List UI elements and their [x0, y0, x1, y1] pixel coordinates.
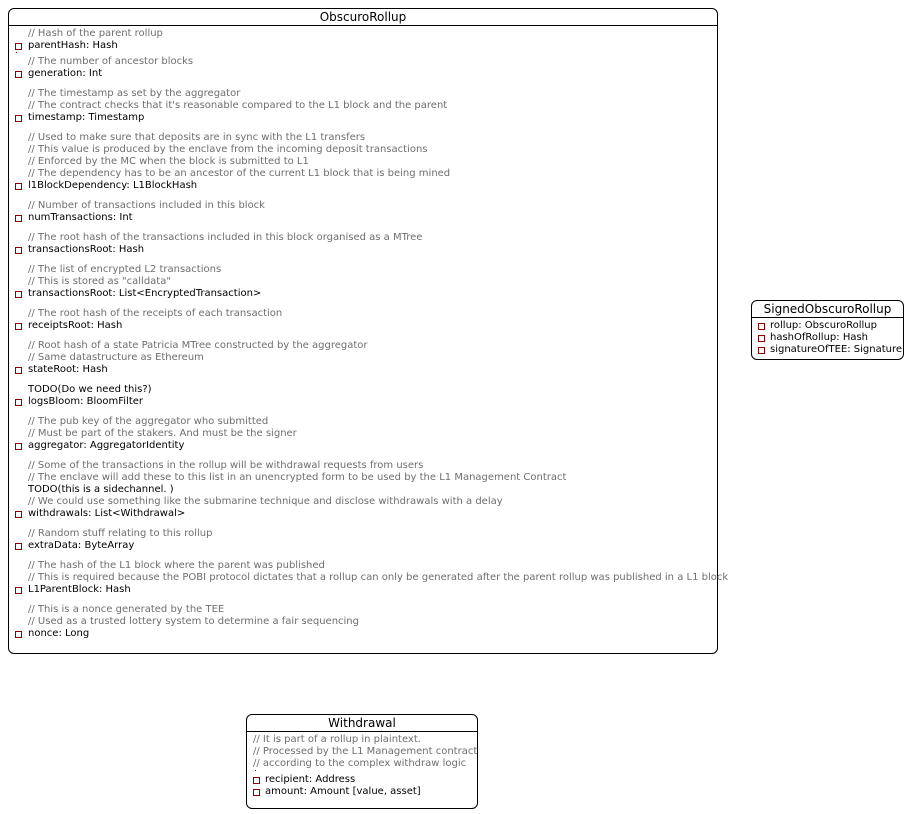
attribute-text: parentHash: Hash [28, 40, 118, 51]
comment-text: // We could use something like the submarine technique and disclose withdrawals with a delay [28, 496, 503, 507]
comment-text: // Root hash of a state Patricia MTree constructed by the aggregator [28, 340, 368, 351]
private-visibility-icon [15, 511, 22, 518]
row-spacer [9, 376, 717, 384]
comment-text: // This value is produced by the enclave from the incoming deposit transactions [28, 144, 428, 155]
comment-row [9, 472, 717, 484]
attribute-row [9, 508, 717, 520]
attribute-row [752, 320, 903, 332]
obscuro-rollup-class[interactable] [8, 8, 729, 654]
comment-text: // Same datastructure as Ethereum [28, 352, 204, 363]
attribute-text: stateRoot: Hash [28, 364, 108, 375]
row-spacer [9, 192, 717, 200]
row-spacer [9, 520, 717, 528]
attribute-text: amount: Amount [value, asset] [265, 786, 421, 797]
attribute-row [752, 332, 903, 344]
comment-text: // Used to make sure that deposits are in sync with the L1 transfers [28, 132, 366, 143]
comment-text: // Enforced by the MC when the block is submitted to L1 [28, 156, 309, 167]
comment-text: // This is stored as "calldata" [28, 276, 171, 287]
comment-row [9, 168, 717, 180]
attribute-text: transactionsRoot: List<EncryptedTransaction> [28, 288, 262, 299]
comment-row [9, 276, 717, 288]
row-spacer [9, 300, 717, 308]
row-spacer [9, 596, 717, 604]
private-visibility-icon [758, 347, 765, 354]
row-spacer [9, 80, 717, 88]
attribute-row [9, 364, 717, 376]
row-spacer [9, 552, 717, 560]
comment-row [9, 308, 717, 320]
attribute-text: hashOfRollup: Hash [770, 332, 869, 343]
row-spacer [9, 332, 717, 340]
attribute-text: receiptsRoot: Hash [28, 320, 123, 331]
attribute-row [9, 584, 717, 596]
attribute-row [9, 112, 717, 124]
todo-row [9, 484, 717, 496]
comment-row [9, 496, 717, 508]
comment-row [9, 416, 717, 428]
attribute-text: rollup: ObscuroRollup [770, 320, 877, 331]
signed-obscuro-rollup-class[interactable] [751, 300, 904, 360]
comment-row [9, 460, 717, 472]
signed-obscuro-rollup-body [752, 318, 903, 356]
private-visibility-icon [15, 247, 22, 254]
private-visibility-icon [15, 43, 22, 50]
comment-row [247, 746, 477, 758]
comment-text: // The enclave will add these to this list in an unencrypted form to be used by the L1 Management Contract [28, 472, 567, 483]
attribute-row [9, 628, 717, 640]
private-visibility-icon [758, 335, 765, 342]
row-spacer [9, 452, 717, 460]
withdrawal-title: Withdrawal [247, 715, 477, 732]
comment-row [9, 144, 717, 156]
attribute-text: extraData: ByteArray [28, 540, 135, 551]
comment-text: // This is required because the POBI protocol dictates that a rollup can only be generated after the parent rollup was published in a L1 block [28, 572, 729, 583]
attribute-row [9, 320, 717, 332]
comment-text: // The dependency has to be an ancestor of the current L1 block that is being mined [28, 168, 451, 179]
comment-text: // Number of transactions included in this block [28, 200, 265, 211]
row-spacer [9, 124, 717, 132]
comment-text: // It is part of a rollup in plaintext. [253, 734, 421, 745]
obscuro-rollup-title: ObscuroRollup [9, 9, 717, 26]
attribute-text: withdrawals: List<Withdrawal> [28, 508, 186, 519]
attribute-row [9, 180, 717, 192]
attribute-text: numTransactions: Int [28, 212, 133, 223]
withdrawal-body [247, 732, 477, 798]
attribute-row [247, 786, 477, 798]
private-visibility-icon [15, 71, 22, 78]
attribute-text: recipient: Address [265, 774, 356, 785]
todo-text: TODO(Do we need this?) [28, 384, 152, 395]
comment-row [9, 88, 717, 100]
private-visibility-icon [15, 183, 22, 190]
private-visibility-icon [15, 215, 22, 222]
comment-row [9, 340, 717, 352]
comment-text: // The list of encrypted L2 transactions [28, 264, 222, 275]
attribute-text: logsBloom: BloomFilter [28, 396, 143, 407]
attribute-row [9, 396, 717, 408]
comment-text: // Some of the transactions in the rollup will be withdrawal requests from users [28, 460, 424, 471]
attribute-row [247, 774, 477, 786]
attribute-text: nonce: Long [28, 628, 90, 639]
attribute-row [9, 212, 717, 224]
comment-row [9, 428, 717, 440]
comment-row [9, 132, 717, 144]
comment-text: // Processed by the L1 Management contract [253, 746, 478, 757]
attribute-text: timestamp: Timestamp [28, 112, 145, 123]
comment-text: // The contract checks that it's reasonable compared to the L1 block and the parent [28, 100, 448, 111]
private-visibility-icon [15, 543, 22, 550]
obscuro-rollup-body [9, 26, 729, 640]
comment-row [247, 734, 477, 746]
comment-row [9, 604, 717, 616]
comment-text: // The pub key of the aggregator who submitted [28, 416, 269, 427]
comment-row [9, 156, 717, 168]
comment-row [9, 352, 717, 364]
comment-text: // Used as a trusted lottery system to determine a fair sequencing [28, 616, 359, 627]
comment-row [9, 560, 717, 572]
todo-text: TODO(this is a sidechannel. ) [28, 484, 174, 495]
todo-row [9, 384, 717, 396]
private-visibility-icon [15, 399, 22, 406]
comment-text: // Hash of the parent rollup [28, 28, 163, 39]
comment-text: // Random stuff relating to this rollup [28, 528, 213, 539]
comment-row [9, 100, 717, 112]
comment-text: // according to the complex withdraw logic [253, 758, 467, 769]
private-visibility-icon [15, 443, 22, 450]
private-visibility-icon [15, 291, 22, 298]
attribute-row [9, 440, 717, 452]
row-spacer [9, 224, 717, 232]
attribute-row [9, 540, 717, 552]
comment-text: // This is a nonce generated by the TEE [28, 604, 225, 615]
private-visibility-icon [15, 115, 22, 122]
comment-text: // The number of ancestor blocks [28, 56, 194, 67]
comment-row [9, 264, 717, 276]
attribute-text: aggregator: AggregatorIdentity [28, 440, 185, 451]
private-visibility-icon [15, 587, 22, 594]
private-visibility-icon [15, 323, 22, 330]
private-visibility-icon [253, 777, 260, 784]
comment-text: // Must be part of the stakers. And must be the signer [28, 428, 297, 439]
attribute-row [752, 344, 903, 356]
private-visibility-icon [758, 323, 765, 330]
withdrawal-class[interactable] [246, 714, 478, 809]
attribute-text: signatureOfTEE: Signature [770, 344, 903, 355]
comment-row [9, 616, 717, 628]
private-visibility-icon [15, 367, 22, 374]
row-spacer [9, 408, 717, 416]
comment-text: // The timestamp as set by the aggregator [28, 88, 241, 99]
attribute-row [9, 68, 717, 80]
private-visibility-icon [15, 631, 22, 638]
row-spacer [9, 256, 717, 264]
comment-row [9, 200, 717, 212]
comment-row [9, 28, 717, 40]
attribute-row [9, 40, 717, 52]
comment-row [9, 572, 729, 584]
comment-row [9, 232, 717, 244]
comment-row [9, 528, 717, 540]
comment-text: // The root hash of the transactions included in this block organised as a MTree [28, 232, 423, 243]
comment-text: // The hash of the L1 block where the parent was published [28, 560, 325, 571]
attribute-text: L1ParentBlock: Hash [28, 584, 131, 595]
private-visibility-icon [253, 789, 260, 796]
comment-text: // The root hash of the receipts of each transaction [28, 308, 283, 319]
attribute-text: transactionsRoot: Hash [28, 244, 145, 255]
attribute-text: l1BlockDependency: L1BlockHash [28, 180, 198, 191]
comment-row [247, 758, 477, 770]
comment-row [9, 56, 717, 68]
signed-obscuro-rollup-title: SignedObscuroRollup [752, 301, 903, 318]
attribute-text: generation: Int [28, 68, 103, 79]
attribute-row [9, 244, 717, 256]
attribute-row [9, 288, 717, 300]
